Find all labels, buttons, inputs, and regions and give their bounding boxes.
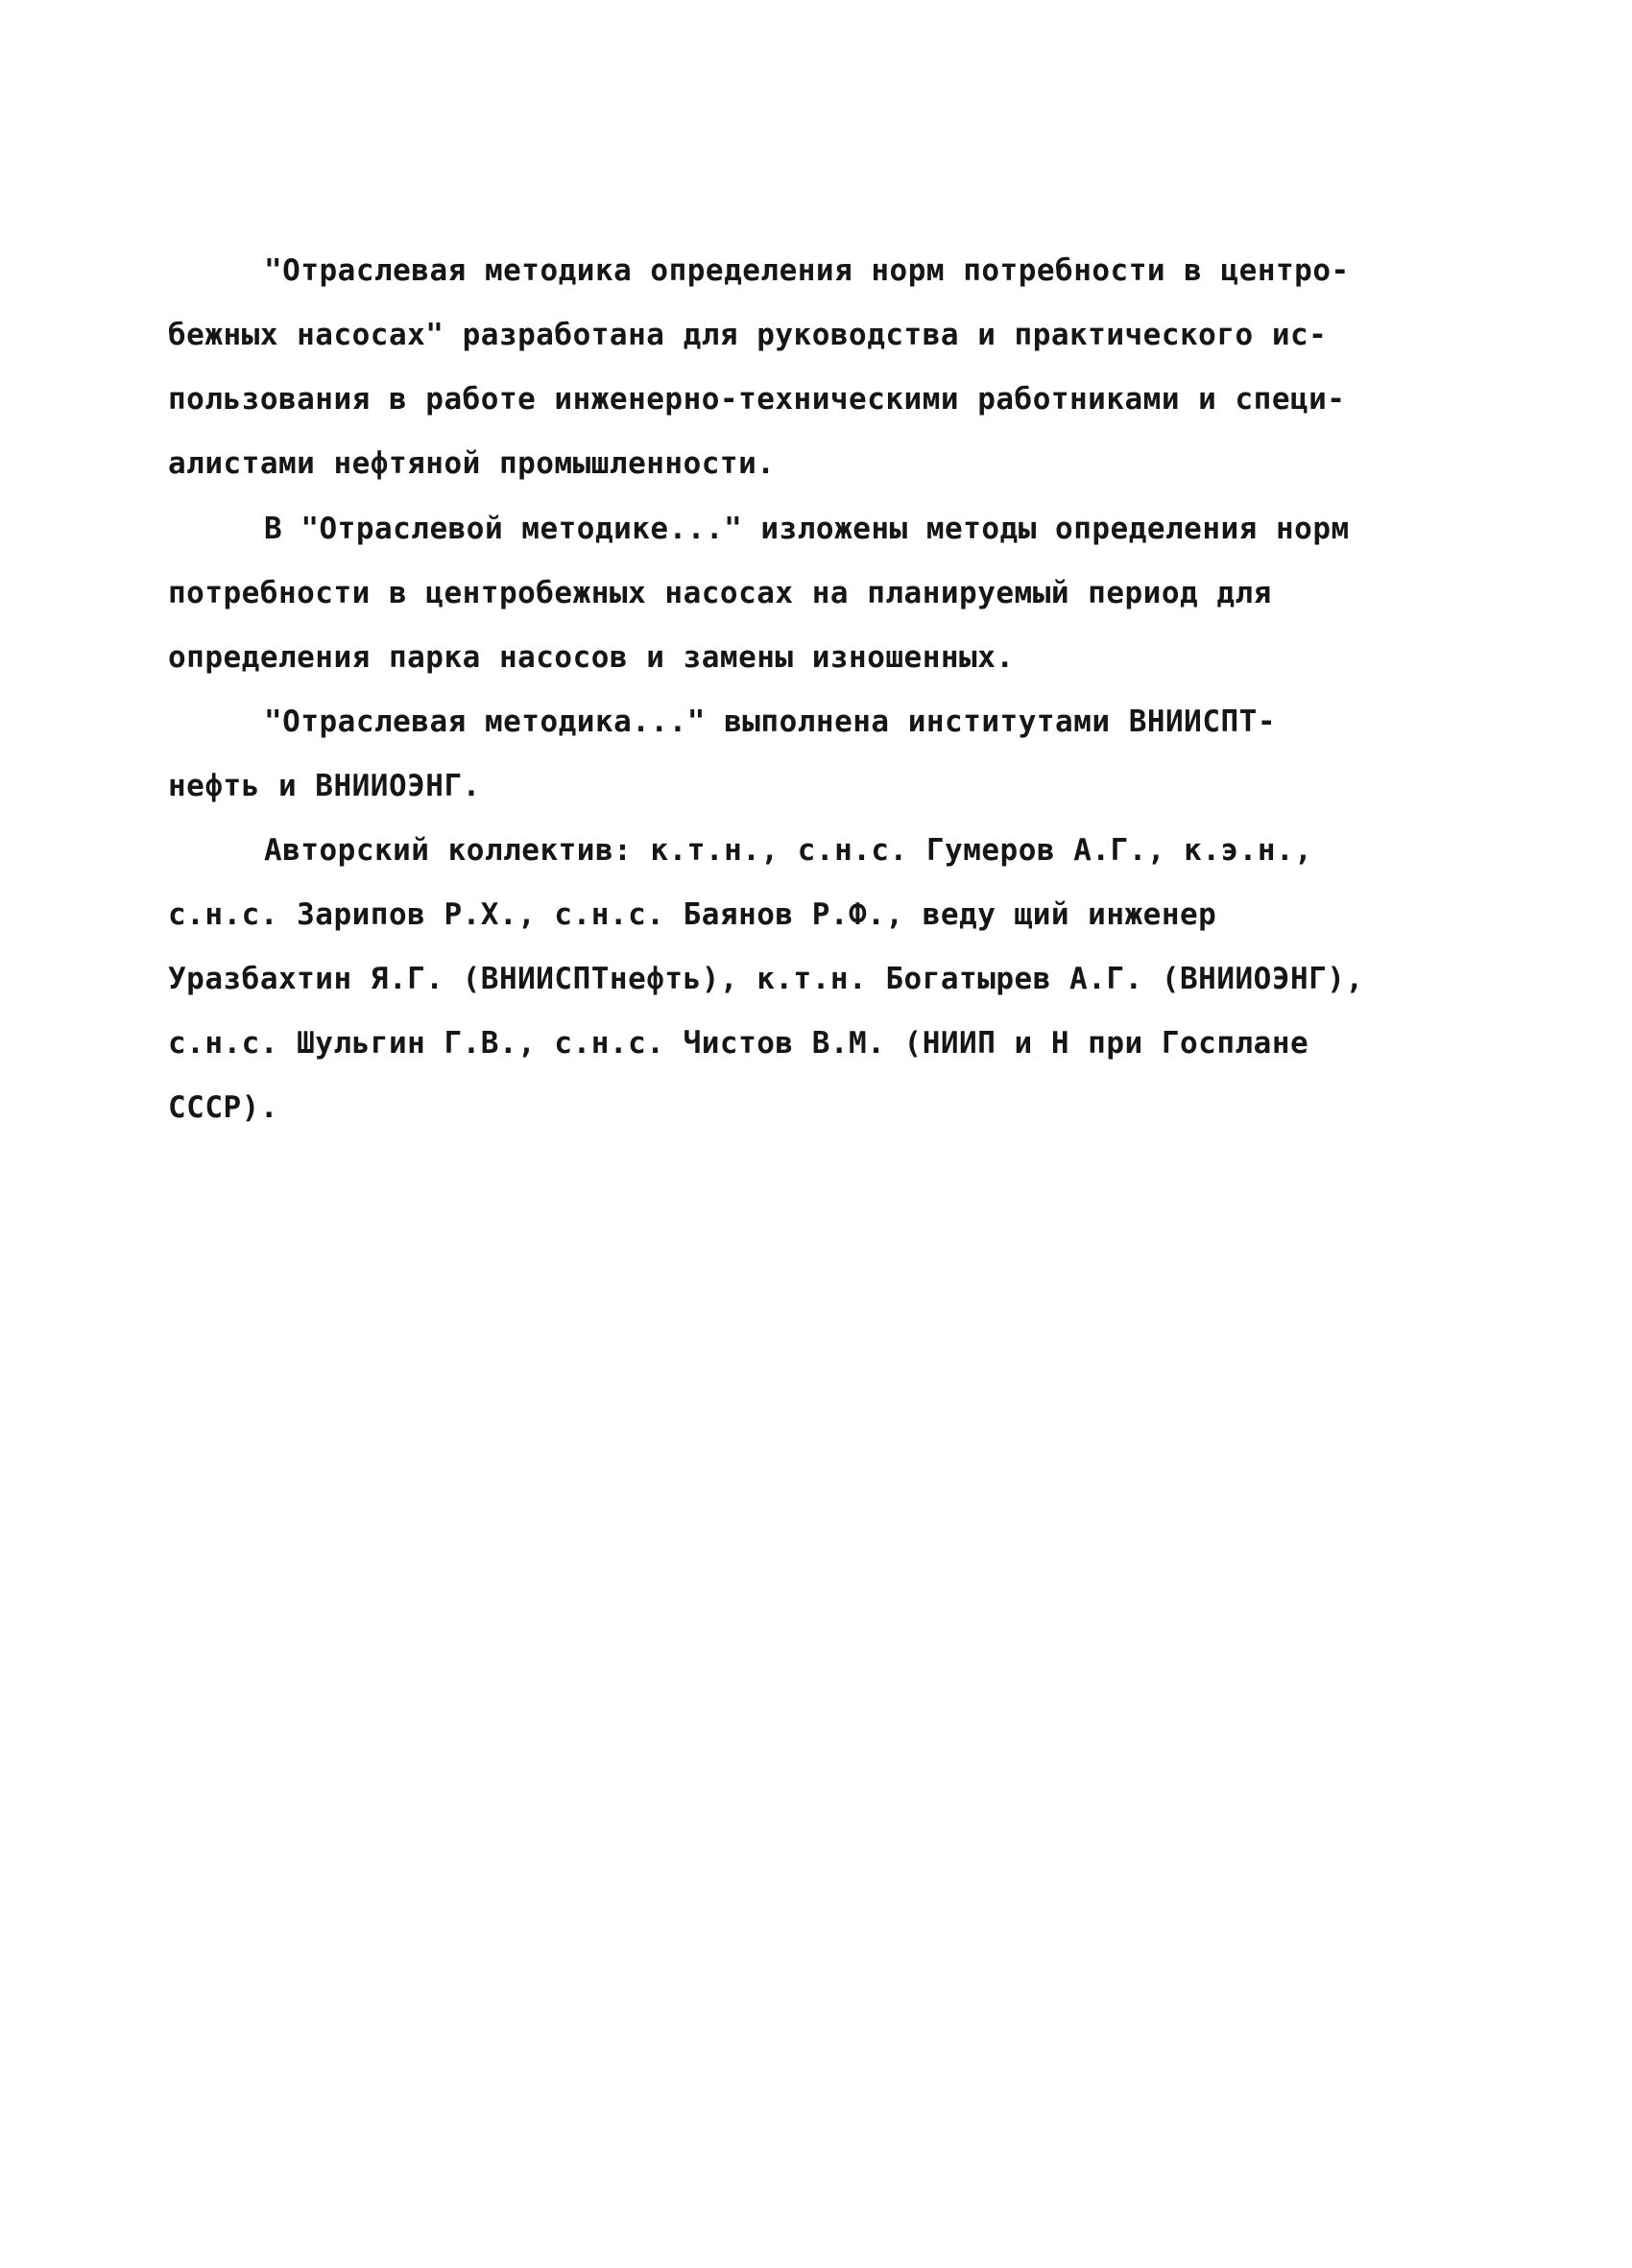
- paragraph-2-line-1: В "Отраслевой методике..." изложены методы определения норм: [264, 512, 1350, 546]
- paragraph-4-line-4: с.н.с. Шульгин Г.В., с.н.с. Чистов В.М. (НИИП и Н при Госплане: [168, 1026, 1309, 1061]
- paragraph-1-line-2: бежных насосах" разработана для руководства и практического ис-: [168, 318, 1328, 352]
- paragraph-4-line-3: Уразбахтин Я.Г. (ВНИИСПТнефть), к.т.н. Богатырев А.Г. (ВНИИОЭНГ),: [168, 962, 1364, 996]
- paragraph-1-line-4: алистами нефтяной промышленности.: [168, 446, 776, 481]
- paragraph-3-line-2: нефть и ВНИИОЭНГ.: [168, 769, 481, 803]
- paragraph-3-line-1: "Отраслевая методика..." выполнена институтами ВНИИСПТ-: [264, 704, 1276, 739]
- paragraph-2-line-3: определения парка насосов и замены изношенных.: [168, 640, 1015, 675]
- paragraph-2-line-2: потребности в центробежных насосах на планируемый период для: [168, 576, 1272, 610]
- paragraph-1-line-1: "Отраслевая методика определения норм потребности в центро-: [264, 253, 1350, 288]
- paragraph-4-line-5: СССР).: [168, 1090, 278, 1125]
- paragraph-4-line-1: Авторский коллектив: к.т.н., с.н.с. Гумеров А.Г., к.э.н.,: [264, 833, 1313, 868]
- paragraph-4-line-2: с.н.с. Зарипов Р.Х., с.н.с. Баянов Р.Ф., веду щий инженер: [168, 897, 1217, 932]
- paragraph-1-line-3: пользования в работе инженерно-техническими работниками и специ-: [168, 382, 1346, 417]
